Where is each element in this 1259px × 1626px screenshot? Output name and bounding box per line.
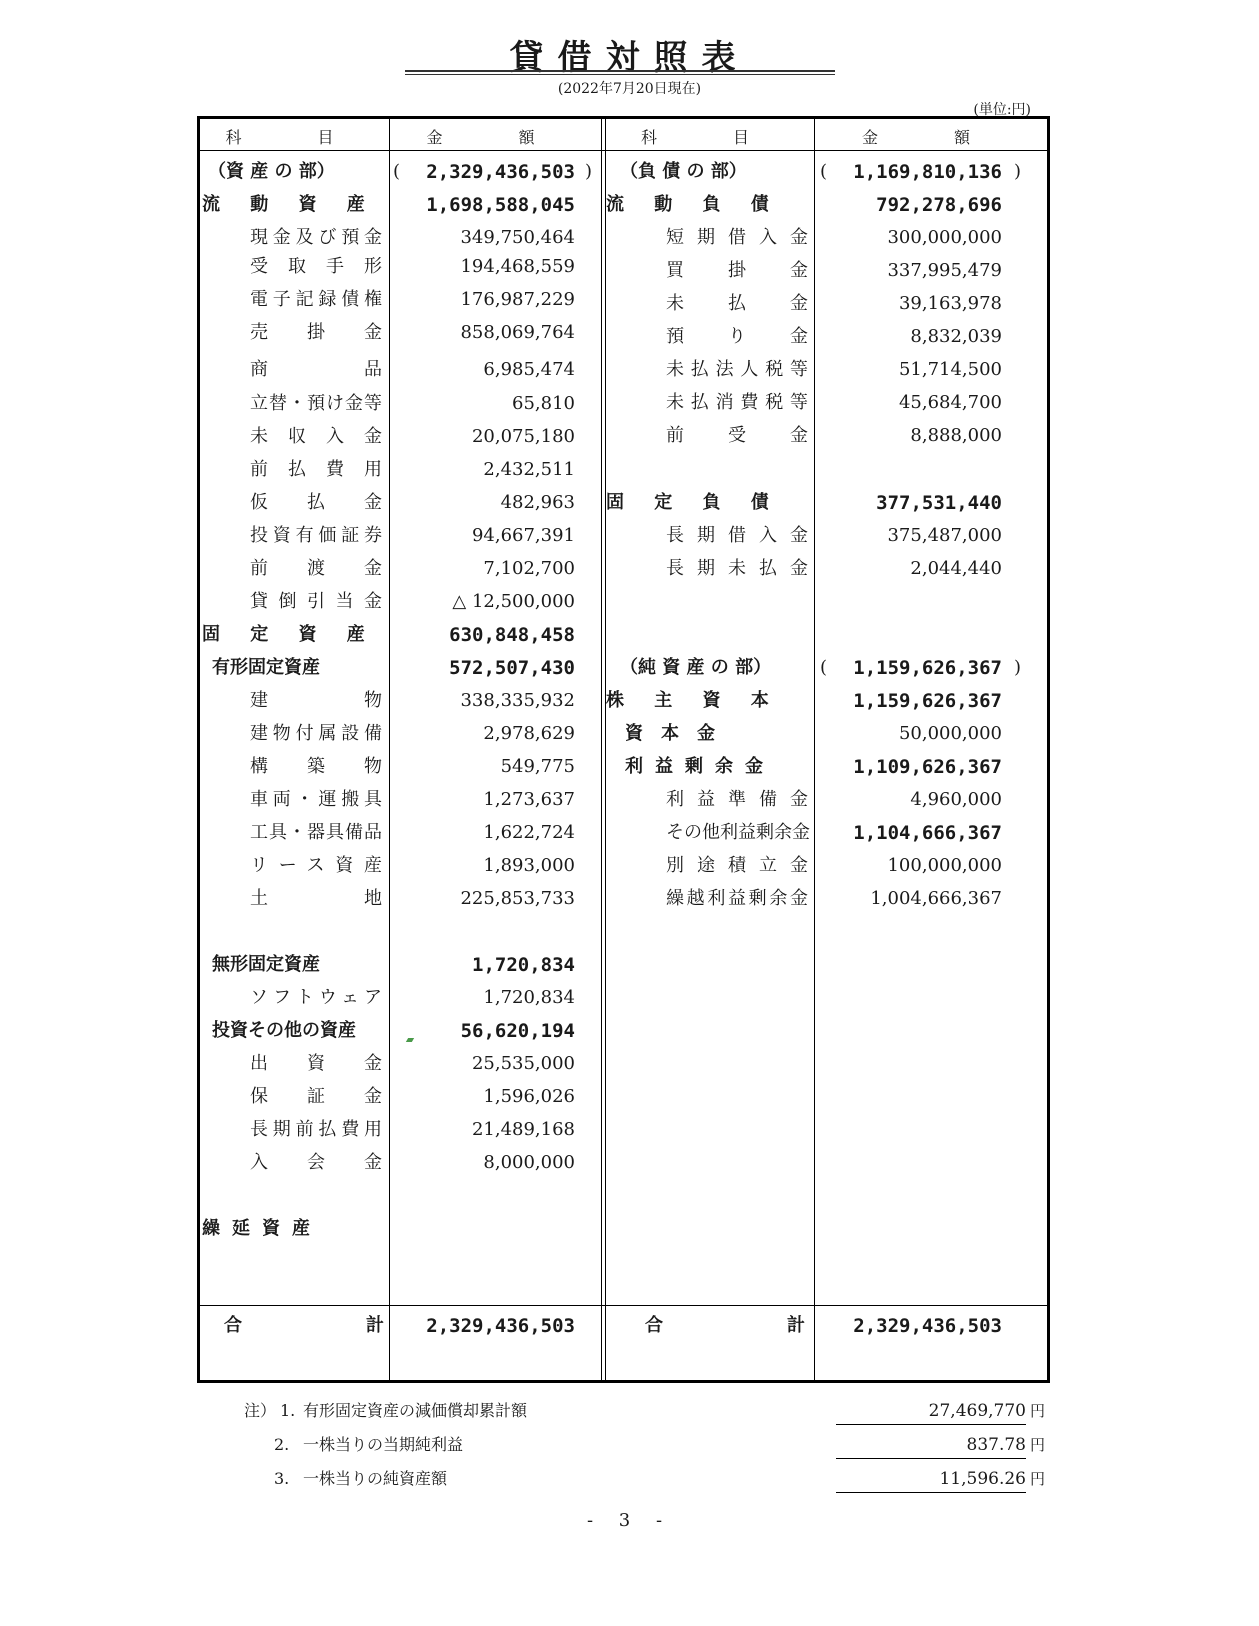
note-unit: 円	[1030, 1470, 1046, 1488]
left-row-label: 入会金	[250, 1152, 382, 1173]
note-unit: 円	[1030, 1436, 1046, 1454]
right-row-amount: 8,832,039	[910, 326, 1002, 347]
note-text: 有形固定資産の減価償却累計額	[303, 1401, 528, 1420]
close-paren: )	[585, 161, 593, 182]
left-row-label: 売掛金	[250, 322, 382, 343]
left-row-amount: 225,853,733	[460, 888, 575, 909]
right-row-label: 株 主 資 本	[606, 690, 781, 711]
left-row-amount: 8,000,000	[483, 1152, 575, 1173]
open-paren: (	[820, 657, 828, 678]
right-row-label: 資 本 金	[625, 723, 715, 744]
title-underline-thin	[405, 74, 835, 75]
left-row-amount: 2,978,629	[483, 723, 575, 744]
right-row-amount: 4,960,000	[910, 789, 1002, 810]
left-row-amount: 65,810	[512, 393, 575, 414]
left-row-amount: 549,775	[500, 756, 575, 777]
open-paren: (	[820, 161, 828, 182]
total-divider	[200, 1305, 1047, 1306]
left-row-label: 有形固定資産	[212, 657, 320, 678]
left-row-amount: 572,507,430	[449, 657, 575, 679]
right-row-label: 買掛金	[666, 260, 808, 281]
right-row-amount: 2,044,440	[910, 558, 1002, 579]
right-row-amount: 39,163,978	[898, 293, 1002, 314]
left-row-label: 現金及び預金	[250, 227, 382, 248]
right-row-amount: 792,278,696	[876, 194, 1002, 216]
left-row-label: 電子記録債権	[250, 289, 382, 310]
note-number: 3.	[274, 1469, 290, 1488]
right-row-label: 短期借入金	[666, 227, 808, 248]
notes-prefix: 注）	[244, 1401, 277, 1420]
note-unit: 円	[1030, 1402, 1046, 1420]
right-row-label: 長期未払金	[666, 558, 808, 579]
right-row-label: 利益剰余金	[625, 756, 775, 777]
left-row-amount: 1,720,834	[483, 987, 575, 1008]
note-number: 1.	[280, 1401, 296, 1420]
column-divider	[601, 119, 602, 1380]
left-row-label: 受取手形	[250, 256, 382, 277]
left-row-label: 投資有価証券	[250, 525, 382, 546]
unit-label: (単位:円)	[973, 102, 1031, 118]
right-row-label: 預り金	[666, 326, 808, 347]
left-row-label: 前払費用	[250, 459, 382, 480]
left-row-amount: 21,489,168	[471, 1119, 575, 1140]
document-title: 貸借対照表	[509, 38, 750, 78]
total-amount-left: 2,329,436,503	[426, 1315, 575, 1337]
net-assets-section-label: （純 資 産 の 部）	[620, 657, 772, 678]
assets-section-total: 2,329,436,503	[426, 161, 575, 183]
left-row-amount: 858,069,764	[460, 322, 575, 343]
left-row-amount: 349,750,464	[460, 227, 575, 248]
total-amount-right: 2,329,436,503	[853, 1315, 1002, 1337]
right-row-label: 流 動 負 債	[606, 194, 781, 215]
left-row-amount: 176,987,229	[460, 289, 575, 310]
right-row-amount: 8,888,000	[910, 425, 1002, 446]
net-assets-section-total: 1,159,626,367	[853, 657, 1002, 679]
column-divider	[389, 119, 390, 1380]
left-row-label: 保証金	[250, 1086, 382, 1107]
right-row-label: 長期借入金	[666, 525, 808, 546]
balance-sheet-table	[197, 116, 1050, 1383]
left-row-label: 出資金	[250, 1053, 382, 1074]
left-row-label: 前渡金	[250, 558, 382, 579]
close-paren: )	[1014, 657, 1022, 678]
left-row-label: 仮払金	[250, 492, 382, 513]
right-row-amount: 300,000,000	[887, 227, 1002, 248]
left-row-label: 構築物	[250, 756, 382, 777]
column-divider	[814, 119, 815, 1380]
right-row-label: 繰越利益剰余金	[666, 888, 808, 909]
right-row-amount: 337,995,479	[887, 260, 1002, 281]
right-row-amount: 50,000,000	[898, 723, 1002, 744]
note-text: 一株当りの当期純利益	[303, 1435, 464, 1454]
left-row-label: 土地	[250, 888, 382, 909]
note-amount: 837.78	[836, 1432, 1026, 1459]
open-paren: (	[393, 161, 401, 182]
left-row-label: 未収入金	[250, 426, 382, 447]
left-row-amount: 6,985,474	[483, 359, 575, 380]
left-row-amount: 7,102,700	[483, 558, 575, 579]
right-row-amount: 1,004,666,367	[870, 888, 1002, 909]
left-row-amount: 25,535,000	[471, 1053, 575, 1074]
right-row-label: 別途積立金	[666, 855, 808, 876]
left-row-label: 建物	[250, 690, 382, 711]
total-label-left: 合 計	[224, 1315, 384, 1336]
left-row-label: 流 動 資 産	[202, 194, 377, 215]
left-row-amount: 1,273,637	[483, 789, 575, 810]
column-divider	[605, 119, 606, 1380]
liabilities-section-total: 1,169,810,136	[853, 161, 1002, 183]
left-row-amount: △ 12,500,000	[452, 591, 575, 612]
left-row-label: 固 定 資 産	[202, 624, 377, 645]
note-number: 2.	[274, 1435, 290, 1454]
note-amount: 27,469,770	[836, 1398, 1026, 1425]
right-row-amount: 1,159,626,367	[853, 690, 1002, 712]
left-row-amount: 94,667,391	[471, 525, 575, 546]
left-row-amount: 338,335,932	[460, 690, 575, 711]
right-row-amount: 51,714,500	[898, 359, 1002, 380]
total-label-right: 合 計	[645, 1315, 805, 1336]
as-of-date: (2022年7月20日現在)	[557, 81, 702, 97]
left-row-label: 長期前払費用	[250, 1119, 382, 1140]
right-row-amount: 100,000,000	[887, 855, 1002, 876]
right-row-label: 未払金	[666, 293, 808, 314]
assets-section-label: （資 産 の 部）	[208, 161, 335, 182]
right-row-amount: 375,487,000	[887, 525, 1002, 546]
left-row-amount: 56,620,194	[460, 1020, 575, 1042]
close-paren: )	[1014, 161, 1022, 182]
header-account-right: 科 目	[640, 128, 779, 147]
left-row-label: ソフトウェア	[250, 987, 382, 1008]
right-row-amount: 45,684,700	[898, 392, 1002, 413]
left-row-amount: 1,596,026	[483, 1086, 575, 1107]
right-row-label: その他利益剰余金	[666, 822, 810, 843]
left-row-label: 繰延資産	[202, 1218, 322, 1239]
left-row-amount: 20,075,180	[471, 426, 575, 447]
left-row-label: 建物付属設備	[250, 723, 382, 744]
left-row-label: 商品	[250, 359, 382, 380]
right-row-label: 利益準備金	[666, 789, 808, 810]
left-row-label: リース資産	[250, 855, 382, 876]
right-row-label: 未払消費税等	[666, 392, 808, 413]
left-row-amount: 1,893,000	[483, 855, 575, 876]
right-row-amount: 1,109,626,367	[853, 756, 1002, 778]
right-row-label: 前受金	[666, 425, 808, 446]
right-row-label: 未払法人税等	[666, 359, 808, 380]
note-amount: 11,596.26	[836, 1466, 1026, 1493]
left-row-label: 投資その他の資産	[212, 1020, 356, 1041]
header-account-left: 科 目	[225, 128, 364, 147]
liabilities-section-label: （負 債 の 部）	[620, 161, 747, 182]
header-amount-right: 金 額	[861, 128, 1000, 147]
left-row-amount: 630,848,458	[449, 624, 575, 646]
left-row-label: 立替・預け金等	[250, 393, 382, 414]
left-row-amount: 1,720,834	[472, 954, 575, 976]
left-row-amount: 482,963	[500, 492, 575, 513]
left-row-label: 貸倒引当金	[250, 591, 382, 612]
left-row-amount: 194,468,559	[460, 256, 575, 277]
page-number: - 3 -	[586, 1510, 673, 1531]
title-underline	[405, 70, 835, 72]
note-text: 一株当りの純資産額	[303, 1469, 448, 1488]
left-row-label: 無形固定資産	[212, 954, 320, 975]
right-row-label: 固 定 負 債	[606, 492, 781, 513]
right-row-amount: 1,104,666,367	[853, 822, 1002, 844]
left-row-label: 車両・運搬具	[250, 789, 382, 810]
left-row-label: 工具・器具備品	[250, 822, 382, 843]
left-row-amount: 1,698,588,045	[426, 194, 575, 216]
left-row-amount: 2,432,511	[483, 459, 575, 480]
header-amount-left: 金 額	[426, 128, 565, 147]
left-row-amount: 1,622,724	[483, 822, 575, 843]
right-row-amount: 377,531,440	[876, 492, 1002, 514]
